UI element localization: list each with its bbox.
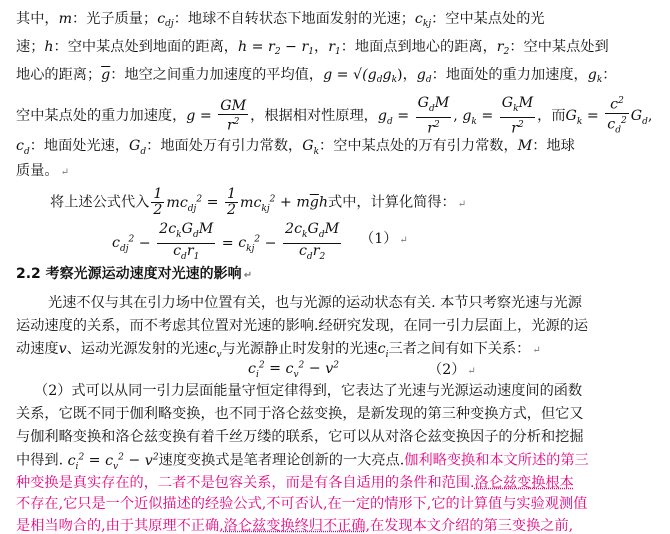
highlight-text: 是相当吻合的,由于其原理不正确,	[16, 518, 224, 534]
text: 将上述公式代入	[50, 194, 150, 211]
paragraph-mark-icon: ↵	[60, 167, 69, 178]
final-line-5	[16, 476, 574, 490]
frac-GkM-r2: $\frac{G_kM}{r^2}$	[501, 94, 534, 137]
text: ：	[602, 67, 617, 83]
text: ：空中某点处到	[509, 39, 609, 55]
equation-1: $c_{dj}^2$ − $\frac{2c_kG_dM}{c_dr_1}$ = $c_{kj}^2$ − $\frac{2c_kG_dM}{c_dr_2}$	[112, 222, 343, 256]
sub: k	[596, 75, 603, 85]
text: ：空中某点处的万有引力常数，	[319, 138, 518, 154]
text: ：地面处的重力加速度，	[431, 67, 588, 83]
sub-kj: kj	[422, 19, 432, 29]
paragraph-mark-icon: ↵	[399, 235, 408, 246]
def-line-3	[16, 67, 617, 85]
text: 地心的距离；	[16, 67, 102, 83]
text: 、运动光源发射的光速	[66, 341, 209, 357]
text: （1）	[360, 231, 398, 247]
var-g-bar: $\overline{g}$	[101, 67, 111, 83]
text: 运动速度的关系，而不考虑其位置对光速的影响.经研究发现，在同一引力层面上，光源的运	[16, 318, 589, 334]
eq-g: g	[382, 67, 392, 83]
highlight-text: 洛仑兹变换根本	[474, 475, 574, 491]
def-line-6	[16, 164, 69, 178]
frac-half: $\frac{1}{2}$	[153, 186, 163, 219]
text: （2）	[428, 362, 466, 378]
paragraph-mark-icon: ↵	[457, 198, 467, 210]
paragraph-mark-icon: ↵	[467, 366, 476, 377]
text: 空中某点处的重力加速度，	[16, 108, 187, 125]
text: 关系，它既不同于伽利略变换，也不同于洛仑兹变换，是新发现的第三种变换方式，但它又	[16, 406, 584, 422]
formula-gk: $g_k$	[462, 108, 477, 127]
text: ：地空之间重力加速度的平均值，	[110, 67, 324, 83]
paragraph-mark-icon: ↵	[243, 270, 253, 281]
text: ，	[313, 39, 329, 55]
final-line-4: 中得到. $c_i^2 = c_v^2 - v^2$速度变换式是笔者理论创新的一大亮点.伽利略变换和本文所述的第三	[16, 452, 589, 472]
text: 动速度	[16, 341, 59, 357]
var-h: h	[44, 39, 54, 55]
text: 与光源静止时发射的光速	[221, 341, 378, 357]
text: ：地面处光速，	[29, 138, 130, 154]
text: 速；	[16, 39, 45, 55]
equation-2: $c_i^2 = c_v^2 - v^2$	[248, 360, 339, 380]
final-line-3	[16, 430, 584, 444]
text: （2）式可以从同一引力层面能量守恒定律得到，它表达了光速与光源运动速度间的函数	[34, 383, 583, 399]
text: ：地面处万有引力常数，	[146, 138, 303, 154]
text: 与伽利略变换和洛仑兹变换有着千丝万缕的联系，它可以从对洛仑兹变换因子的分析和挖掘	[16, 429, 584, 445]
text: ：地球	[532, 138, 575, 154]
sub: k	[391, 75, 398, 85]
highlight-text: 不存在,它只是一个近似描述的经验公式,不可否认,在一定的情形下,它的计算值与实验观测值	[16, 496, 588, 512]
text: ，而	[537, 108, 566, 125]
highlight-text: 伽利略变换和本文所述的第三	[404, 452, 589, 469]
var-m: m	[58, 11, 73, 27]
equation-1-number	[360, 232, 408, 246]
final-line-1	[34, 384, 582, 398]
sub: d	[376, 75, 383, 85]
def-line-2	[16, 39, 609, 57]
def-line-5: $c_d$：地面处光速，$G_d$：地面处万有引力常数，$G_k$：空中某点处的万有引力常数，M：地球	[16, 138, 575, 157]
text: 三者之间有如下关系：	[388, 341, 531, 357]
frac-eq1-right: $\frac{2c_kG_dM}{c_dr_2}$	[285, 221, 340, 262]
frac-GM-r2: $\frac{GM}{r^2}$	[220, 97, 247, 134]
text: 中得到.	[16, 452, 64, 469]
text: 光速不仅与其在引力场中位置有关，也与光源的运动状态有关. 本节只考察光速与光源	[48, 295, 582, 311]
var-g: g	[587, 67, 597, 83]
section-line-3: 动速度v、运动光源发射的光速$c_v$与光源静止时发射的光速$c_i$三者之间有如下关系： ↵	[16, 341, 541, 360]
final-line-6	[16, 497, 587, 511]
equation-2-number	[428, 363, 476, 377]
def-line-1	[16, 11, 545, 29]
eq-g-mean: g = √(g	[323, 67, 377, 83]
highlight-text: 洛仑兹变换终归不正确	[223, 518, 366, 534]
formula-g: g	[186, 108, 196, 125]
text: )	[397, 67, 403, 83]
paragraph-mark-icon: ↵	[532, 345, 541, 356]
text: ：地球不自转状态下地面发射的光速；	[173, 11, 415, 27]
sub: 1	[334, 47, 341, 57]
text: 2.2 考察光源运动速度对光速的影响	[16, 266, 242, 282]
text: ：空中某点处的光	[431, 11, 545, 27]
text: 质量。	[16, 163, 59, 179]
text: 速度变换式是笔者理论创新的一大亮点.	[158, 452, 405, 469]
var-r: r	[496, 39, 504, 55]
final-line-2	[16, 407, 584, 421]
var-c: c	[157, 11, 166, 27]
var-r: r	[328, 39, 335, 55]
section-line-2	[16, 319, 588, 333]
formula-gd: $g_d$	[377, 108, 393, 127]
text: 式中，计算化简得：	[328, 194, 456, 211]
text: ，根据相对性原理，	[250, 108, 378, 125]
sub-dj: dj	[165, 19, 174, 29]
eq-r: − r	[280, 39, 309, 55]
substitution-line: 将上述公式代入 $\frac{1}{2}$ $mc_{dj}^2$ = $\frac{1}{2}$ $mc_{kj}^2 + m\overline{g}h$式中，计算化简得： ↵	[50, 186, 467, 219]
def-line-4: 空中某点处的重力加速度，g = $\frac{GM}{r^2}$ ，根据相对性原理，$g_d$ = $\frac{G_dM}{r^2}$ , $g_k$ = $\frac{G_kM}{r^2}$ ，而$G_k$ = $\frac{c^2}{c_d^2}$ $G_d$,	[16, 94, 653, 137]
sub: 2	[503, 47, 510, 57]
formula-Gk: $G_k$	[565, 108, 583, 127]
text: ：空中某点处到地面的距离，	[53, 39, 238, 55]
sub: d	[425, 75, 432, 85]
text: ，	[402, 67, 417, 83]
section-heading	[16, 267, 252, 281]
eq-h: h = r	[237, 39, 275, 55]
sub: 2	[274, 47, 281, 57]
var-c: c	[414, 11, 423, 27]
section-line-1	[48, 296, 582, 310]
frac-eq1-left: $\frac{2c_kG_dM}{c_dr_1}$	[159, 221, 214, 262]
frac-half: $\frac{1}{2}$	[226, 186, 237, 219]
highlight-text: ,在发现本文介绍的第三变换之前,	[365, 518, 574, 534]
sub: 1	[308, 47, 314, 57]
frac-c2: $\frac{c^2}{c_d^2}$	[607, 96, 627, 136]
highlight-text: 种变换是真实存在的，二者不是包容关系，而是有各自适用的条件和范围.	[16, 475, 475, 491]
var-g: g	[416, 67, 426, 83]
frac-GdM-r2: $\frac{G_dM}{r^2}$	[417, 94, 450, 137]
text: ：地面点到地心的距离，	[340, 39, 497, 55]
text: 其中，	[16, 11, 59, 27]
final-line-7	[16, 519, 573, 533]
text: ：光子质量；	[72, 11, 158, 27]
